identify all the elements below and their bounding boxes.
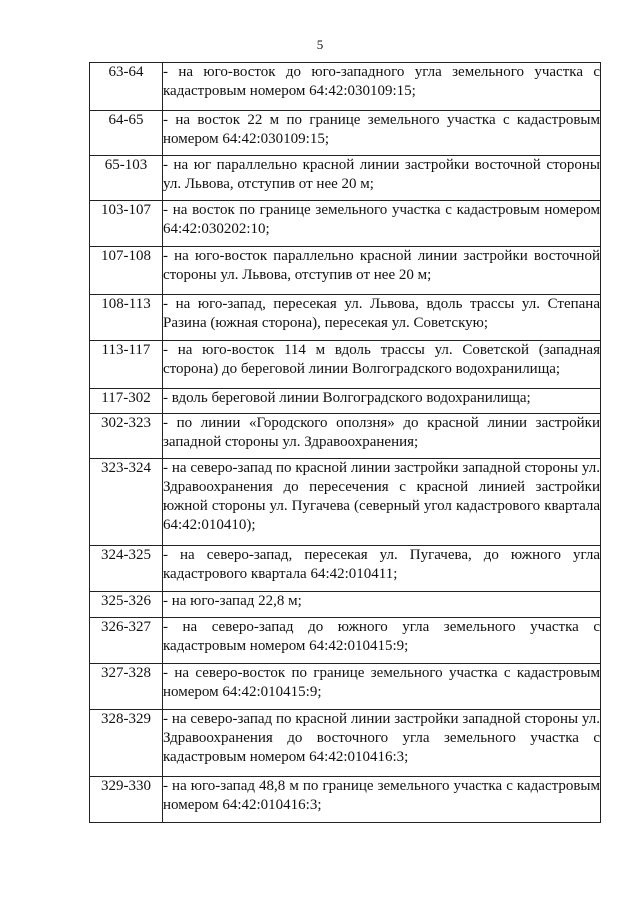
description-cell: - по линии «Городского оползня» до красной линии застройки западной стороны ул. Здравоохранения; [163, 414, 601, 459]
table-row [90, 618, 601, 664]
page-number: 5 [316, 37, 324, 52]
segment-cell: 65-103 [90, 156, 163, 201]
boundary-table [89, 62, 601, 823]
segment-cell: 108-113 [90, 295, 163, 341]
table-row [90, 710, 601, 777]
segment-cell: 329-330 [90, 777, 163, 823]
description-cell: - на юго-запад 22,8 м; [163, 592, 601, 618]
segment-cell: 326-327 [90, 618, 163, 664]
segment-cell: 324-325 [90, 546, 163, 592]
description-cell: - на восток 22 м по границе земельного участка с кадастровым номером 64:42:030109:15; [163, 111, 601, 156]
table-row [90, 156, 601, 201]
description-cell: - на юго-запад, пересекая ул. Львова, вдоль трассы ул. Степана Разина (южная сторона), пересекая ул. Советскую; [163, 295, 601, 341]
segment-cell: 103-107 [90, 201, 163, 247]
table-row [90, 295, 601, 341]
segment-cell: 113-117 [90, 341, 163, 389]
description-cell: - на северо-восток по границе земельного участка с кадастровым номером 64:42:010415:9; [163, 664, 601, 710]
table-row [90, 63, 601, 111]
segment-cell: 63-64 [90, 63, 163, 111]
segment-cell: 302-323 [90, 414, 163, 459]
segment-cell: 327-328 [90, 664, 163, 710]
segment-cell: 64-65 [90, 111, 163, 156]
description-cell: - на юго-восток 114 м вдоль трассы ул. Советской (западная сторона) до береговой линии Волгоградского водохранилища; [163, 341, 601, 389]
table-row [90, 777, 601, 823]
description-cell: - на юго-восток параллельно красной линии застройки восточной стороны ул. Львова, отступив от нее 20 м; [163, 247, 601, 295]
table-row [90, 341, 601, 389]
description-cell: - на юго-запад 48,8 м по границе земельного участка с кадастровым номером 64:42:010416:3; [163, 777, 601, 823]
segment-cell: 107-108 [90, 247, 163, 295]
segment-cell: 325-326 [90, 592, 163, 618]
table-row [90, 414, 601, 459]
description-cell: - на восток по границе земельного участка с кадастровым номером 64:42:030202:10; [163, 201, 601, 247]
table-row [90, 592, 601, 618]
description-cell: - на юг параллельно красной линии застройки восточной стороны ул. Львова, отступив от нее 20 м; [163, 156, 601, 201]
description-cell: - на юго-восток до юго-западного угла земельного участка с кадастровым номером 64:42:030109:15; [163, 63, 601, 111]
table-row [90, 389, 601, 414]
table-row [90, 459, 601, 546]
segment-cell: 117-302 [90, 389, 163, 414]
segment-cell: 323-324 [90, 459, 163, 546]
description-cell: - вдоль береговой линии Волгоградского водохранилища; [163, 389, 601, 414]
table-row [90, 247, 601, 295]
description-cell: - на северо-запад по красной линии застройки западной стороны ул. Здравоохранения до восточного угла земельного участка с кадастровым номером 64:42:010416:3; [163, 710, 601, 777]
description-cell: - на северо-запад, пересекая ул. Пугачева, до южного угла кадастрового квартала 64:42:010411; [163, 546, 601, 592]
table-row [90, 664, 601, 710]
table-row [90, 111, 601, 156]
table-row [90, 201, 601, 247]
description-cell: - на северо-запад до южного угла земельного участка с кадастровым номером 64:42:010415:9; [163, 618, 601, 664]
table-row [90, 546, 601, 592]
description-cell: - на северо-запад по красной линии застройки западной стороны ул. Здравоохранения до пересечения с красной линией застройки южной стороны ул. Пугачева (северный угол кадастрового квартала 64:42:010410); [163, 459, 601, 546]
segment-cell: 328-329 [90, 710, 163, 777]
